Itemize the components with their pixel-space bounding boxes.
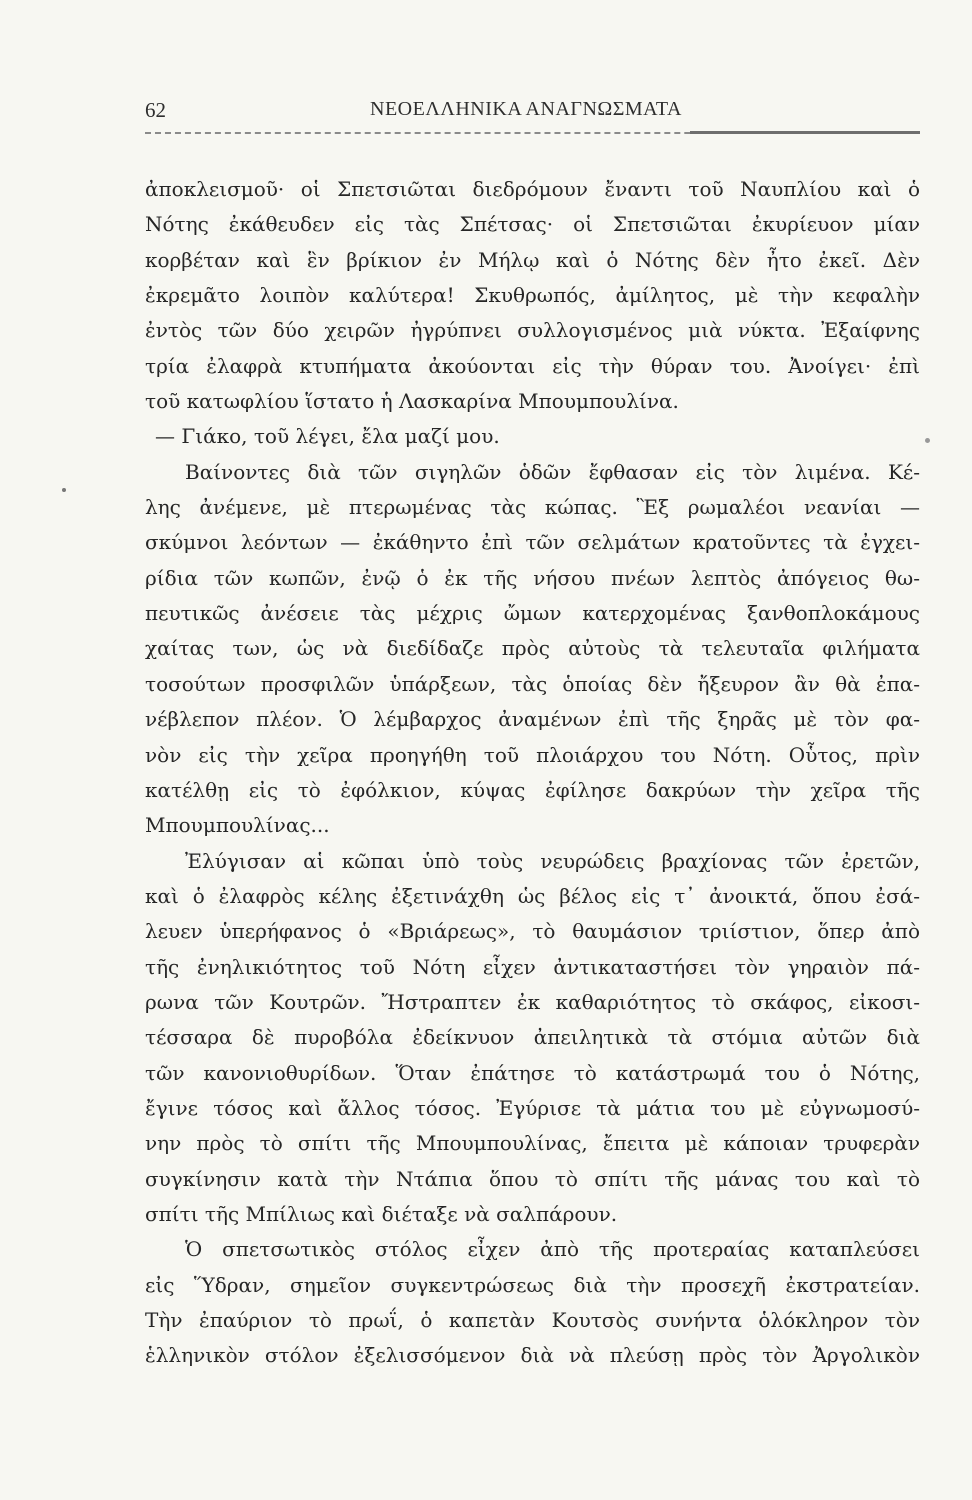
paragraph-first-line: Ὁ σπετσωτικὸς στόλος εἶχεν ἀπὸ τῆς προτεραίας καταπλεύσει xyxy=(185,1237,920,1262)
text-line: σπίτι τῆς Μπίλιως καὶ διέταξε νὰ σαλπάρουν. xyxy=(145,1201,618,1226)
text-line: χαίτας των, ὡς νὰ διεδίδαζε πρὸς αὐτοὺς τὰ τελευταῖα φιλήματα xyxy=(145,636,920,661)
print-speck xyxy=(62,488,66,492)
book-title: ΝΕΟΕΛΛΗΝΙΚΑ ΑΝΑΓΝΩΣΜΑΤΑ xyxy=(370,98,682,120)
text-line: νέβλεπον πλέον. Ὁ λέμβαρχος ἀναμένων ἐπὶ τῆς ξηρᾶς μὲ τὸν φα- xyxy=(145,707,920,732)
text-line: συγκίνησιν κατὰ τὴν Ντάπια ὅπου τὸ σπίτι τῆς μάνας του καὶ τὸ xyxy=(145,1166,920,1191)
running-head xyxy=(145,98,920,130)
page-number: 62 xyxy=(145,98,166,122)
text-line: λευεν ὑπερήφανος ὁ «Βριάρεως», τὸ θαυμάσιον τριίστιον, ὅπερ ἀπὸ xyxy=(145,919,920,944)
text-line: σκύμνοι λεόντων — ἐκάθηντο ἐπὶ τῶν σελμάτων κρατοῦντες τὰ ἐγχει- xyxy=(145,530,920,555)
print-speck xyxy=(925,438,930,443)
paragraph-first-line: Ἐλύγισαν αἱ κῶπαι ὑπὸ τοὺς νευρώδεις βραχίονας τῶν ἐρετῶν, xyxy=(185,848,920,873)
text-line: λης ἀνέμενε, μὲ πτερωμένας τὰς κώπας. Ἓξ ρωμαλέοι νεανίαι — xyxy=(145,495,920,520)
text-line: ἐντὸς τῶν δύο χειρῶν ἠγρύπνει συλλογισμένος μιὰ νύκτα. Ἐξαίφνης xyxy=(145,318,920,343)
text-line: ἐκρεμᾶτο λοιπὸν καλύτερα! Σκυθρωπός, ἀμίλητος, μὲ τὴν κεφαλὴν xyxy=(145,283,920,308)
text-line: τοσούτων προσφιλῶν ὑπάρξεων, τὰς ὁποίας δὲν ἤξευρον ἂν θὰ ἐπα- xyxy=(145,671,920,696)
text-line: πευτικῶς ἀνέσειε τὰς μέχρις ὤμων κατερχομένας ξανθοπλοκάμους xyxy=(145,601,920,626)
text-line: ρωνα τῶν Κουτρῶν. Ἤστραπτεν ἐκ καθαριότητος τὸ σκάφος, εἰκοσι- xyxy=(145,989,920,1014)
text-line: ρίδια τῶν κωπῶν, ἐνῷ ὁ ἐκ τῆς νήσου πνέων λεπτὸς ἀπόγειος θω- xyxy=(145,565,920,590)
text-line: καὶ ὁ ἐλαφρὸς κέλης ἐξετινάχθη ὡς βέλος εἰς τ᾽ ἀνοικτά, ὅπου ἐσά- xyxy=(145,883,920,908)
text-line: τοῦ κατωφλίου ἵστατο ἡ Λασκαρίνα Μπουμπουλίνα. xyxy=(145,389,679,414)
text-line: τῶν κανονιοθυρίδων. Ὅταν ἐπάτησε τὸ κατάστρωμά του ὁ Νότης, xyxy=(145,1060,920,1085)
text-line: Μπουμπουλίνας... xyxy=(145,813,330,838)
header-divider-heavy xyxy=(690,131,920,134)
body-text xyxy=(145,172,920,1374)
paragraph-first-line: Βαίνοντες διὰ τῶν σιγηλῶν ὁδῶν ἔφθασαν εἰς τὸν λιμένα. Κέ- xyxy=(185,459,920,484)
text-line: τῆς ἐνηλικιότητος τοῦ Νότη εἶχεν ἀντικαταστήσει τὸν γηραιὸν πά- xyxy=(145,954,920,979)
text-line: τέσσαρα δὲ πυροβόλα ἐδείκνυον ἀπειλητικὰ τὰ στόμια αὐτῶν διὰ xyxy=(145,1025,920,1050)
text-line: νὸν εἰς τὴν χεῖρα προηγήθη τοῦ πλοιάρχου του Νότη. Οὗτος, πρὶν xyxy=(145,742,920,767)
text-line: Τὴν ἐπαύριον τὸ πρωΐ, ὁ καπετὰν Κουτσὸς συνήντα ὁλόκληρον τὸν xyxy=(145,1308,920,1332)
text-line: κορβέταν καὶ ἓν βρίκιον ἐν Μήλῳ καὶ ὁ Νότης δὲν ἦτο ἐκεῖ. Δὲν xyxy=(145,247,920,272)
text-line: ἀποκλεισμοῦ· οἱ Σπετσιῶται διεδρόμουν ἔναντι τοῦ Ναυπλίου καὶ ὁ xyxy=(145,177,920,201)
text-line: νην πρὸς τὸ σπίτι τῆς Μπουμπουλίνας, ἔπειτα μὲ κάποιαν τρυφερὰν xyxy=(145,1131,920,1156)
text-line: κατέλθῃ εἰς τὸ ἐφόλκιον, κύψας ἐφίλησε δακρύων τὴν χεῖρα τῆς xyxy=(145,777,920,802)
text-line: εἰς Ὕδραν, σημεῖον συγκεντρώσεως διὰ τὴν προσεχῆ ἐκστρατείαν. xyxy=(145,1272,920,1297)
text-line: ἔγινε τόσος καὶ ἄλλος τόσος. Ἐγύρισε τὰ μάτια του μὲ εὐγνωμοσύ- xyxy=(145,1095,920,1120)
dialogue-line: — Γιάκο, τοῦ λέγει, ἔλα μαζί μου. xyxy=(155,424,500,449)
text-line: τρία ἐλαφρὰ κτυπήματα ἀκούονται εἰς τὴν θύραν του. Ἀνοίγει· ἐπὶ xyxy=(145,353,920,378)
text-line: Νότης ἐκάθευδεν εἰς τὰς Σπέτσας· οἱ Σπετσιῶται ἐκυρίευον μίαν xyxy=(145,212,920,237)
text-line: ἑλληνικὸν στόλον ἐξελισσόμενον διὰ νὰ πλεύσῃ πρὸς τὸν Ἀργολικὸν xyxy=(145,1343,920,1368)
